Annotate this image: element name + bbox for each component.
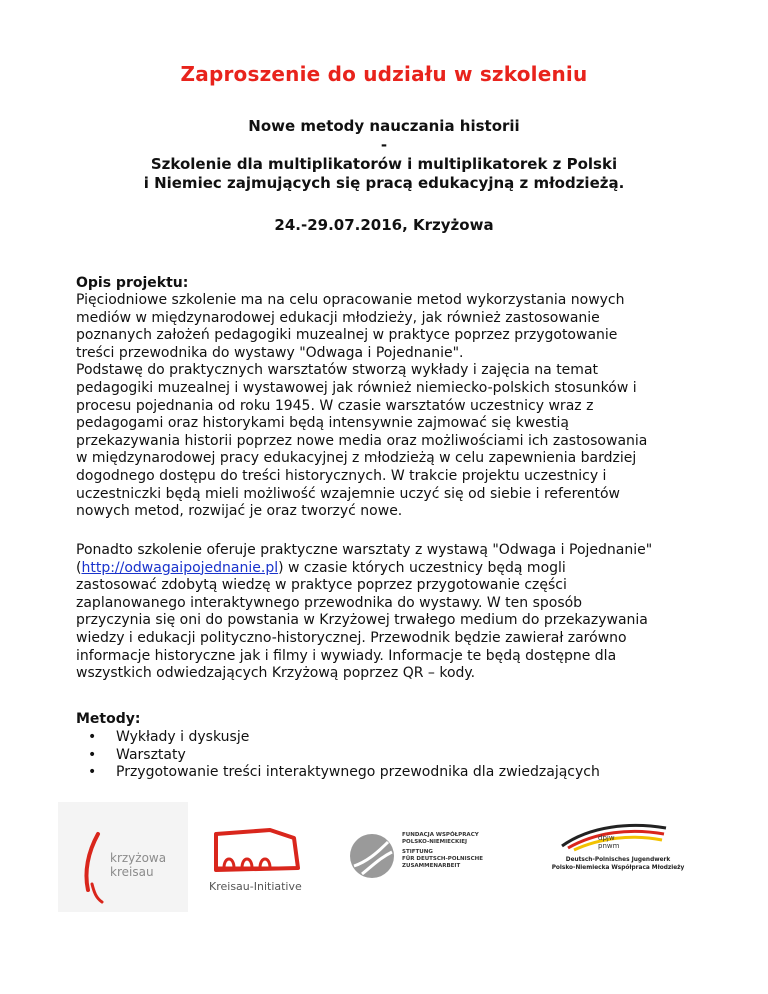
paragraph-line: Podstawę do praktycznych warsztatów stworzą wykłady i zajęcia na temat <box>76 362 599 379</box>
list-item-label: Przygotowanie treści interaktywnego przewodnika dla zwiedzających <box>116 764 600 781</box>
subtitle-line: Szkolenie dla multiplikatorów i multiplikatorek z Polski <box>150 155 618 173</box>
subtitle-line: i Niemiec zajmujących się pracą edukacyjną z młodzieżą. <box>143 174 625 192</box>
paragraph-text: ) w czasie których uczestnicy będą mogli <box>278 559 566 576</box>
bullet-icon: • <box>88 764 97 781</box>
bullet-icon: • <box>88 729 97 745</box>
krzyzowa-logo-text <box>110 851 166 879</box>
paragraph-line: wiedzy i edukacji polityczno-historycznej. Przewodnik będzie zawierał zarówno <box>76 629 627 646</box>
subtitle-line: - <box>380 136 388 154</box>
date-place: 24.-29.07.2016, Krzyżowa <box>274 216 494 234</box>
partner-logos <box>0 800 768 920</box>
logo-text-line: ZUSAMMENARBEIT <box>402 863 461 869</box>
bullet-icon: • <box>88 746 97 763</box>
paragraph-line: w międzynarodowej pracy edukacyjnej z młodzieżą w celu zapewnienia bardziej <box>76 450 637 467</box>
paragraph-line: wszystkich odwiedzających Krzyżową poprzez QR – kody. <box>76 665 476 682</box>
paragraph-line: nowych metod, rozwijać je oraz tworzyć nowe. <box>76 503 403 520</box>
list-item <box>88 747 600 765</box>
paragraph-line: Ponadto szkolenie oferuje praktyczne warsztaty z wystawą "Odwaga i Pojednanie" <box>76 542 653 558</box>
methods-heading: Metody: <box>76 711 141 727</box>
krzyzowa-logo <box>58 802 188 912</box>
description-heading: Opis projektu: <box>76 275 189 291</box>
logo-text-line: krzyżowa <box>110 851 167 865</box>
paragraph-line: pedagogami oraz historykami będą intensywnie zajmować się kwestią <box>76 415 570 432</box>
paragraph-line: dogodnego dostępu do treści historycznych. W trakcie projektu uczestnicy i <box>76 467 607 484</box>
kreisau-initiative-label: Kreisau-Initiative <box>209 880 302 893</box>
paragraph-line: treści przewodnika do wystawy "Odwaga i Pojednanie". <box>76 344 464 361</box>
list-item <box>88 764 600 782</box>
paragraph-line <box>76 560 706 578</box>
paragraph-line: procesu pojednania od roku 1945. W czasie warsztatów uczestnicy wraz z <box>76 397 594 414</box>
logo-text-line: dpjw <box>598 834 615 842</box>
subtitle-line: Nowe metody nauczania historii <box>248 117 520 135</box>
paragraph-line: zaplanowanego interaktywnego przewodnika do wystawy. W ten sposób <box>76 594 583 611</box>
list-item-label: Wykłady i dyskusje <box>116 729 250 745</box>
paragraph-line: Pięciodniowe szkolenie ma na celu opracowanie metod wykorzystania nowych <box>76 292 625 308</box>
list-item <box>88 729 600 747</box>
logo-text-line: POLSKO-NIEMIECKIEJ <box>402 839 468 845</box>
paragraph-line: uczestniczki będą mieli możliwość wzajemnie uczyć się od siebie i referentów <box>76 485 621 502</box>
workshops-paragraph <box>76 542 706 683</box>
paragraph-line: poznanych założeń pedagogiki muzealnej w praktyce poprzez przygotowanie <box>76 327 618 344</box>
kreisau-initiative-emblem-icon <box>212 828 302 872</box>
paragraph-line: przyczynia się oni do powstania w Krzyżowej trwałego medium do przekazywania <box>76 612 648 629</box>
paragraph-line: zastosować zdobytą wiedzę w praktyce poprzez przygotowanie części <box>76 577 567 594</box>
fundacja-globe-icon <box>348 832 396 880</box>
list-item-label: Warsztaty <box>116 746 186 763</box>
logo-text-line: Deutsch-Polnisches Jugendwerk <box>565 857 671 863</box>
kreisau-initiative-logo <box>206 828 316 918</box>
methods-list <box>88 729 600 782</box>
paragraph-line: mediów w międzynarodowej edukacji młodzieży, jak również zastosowanie <box>76 309 600 326</box>
subtitle-block <box>0 117 768 193</box>
paragraph-line: pedagogiki muzealnej i wystawowej jak również niemiecko-polskich stosunków i <box>76 379 637 396</box>
logo-text-line: STIFTUNG <box>402 849 433 855</box>
dpjw-logo-text <box>548 856 688 872</box>
paragraph-line: przekazywania historii poprzez nowe media oraz możliwościami ich zastosowania <box>76 432 648 449</box>
dpjw-logo <box>548 820 688 890</box>
logo-text-line: pnwm <box>598 842 620 850</box>
fundacja-logo <box>348 828 498 888</box>
paren-open: ( <box>76 559 82 576</box>
description-paragraph <box>76 292 706 521</box>
fundacja-logo-text <box>402 832 483 870</box>
logo-text-line: Polsko-Niemiecka Współpraca Młodzieży <box>551 865 685 871</box>
dpjw-abbr <box>598 834 619 850</box>
logo-text-line: kreisau <box>110 865 154 879</box>
exhibition-link[interactable]: http://odwagaipojednanie.pl <box>81 559 279 576</box>
document-title: Zaproszenie do udziału w szkoleniu <box>180 62 588 86</box>
logo-text-line: FUNDACJA WSPÓŁPRACY <box>402 832 479 838</box>
paragraph-line: informacje historyczne jak i filmy i wywiady. Informacje te będą dostępne dla <box>76 647 617 664</box>
logo-text-line: FÜR DEUTSCH-POLNISCHE <box>402 856 484 862</box>
